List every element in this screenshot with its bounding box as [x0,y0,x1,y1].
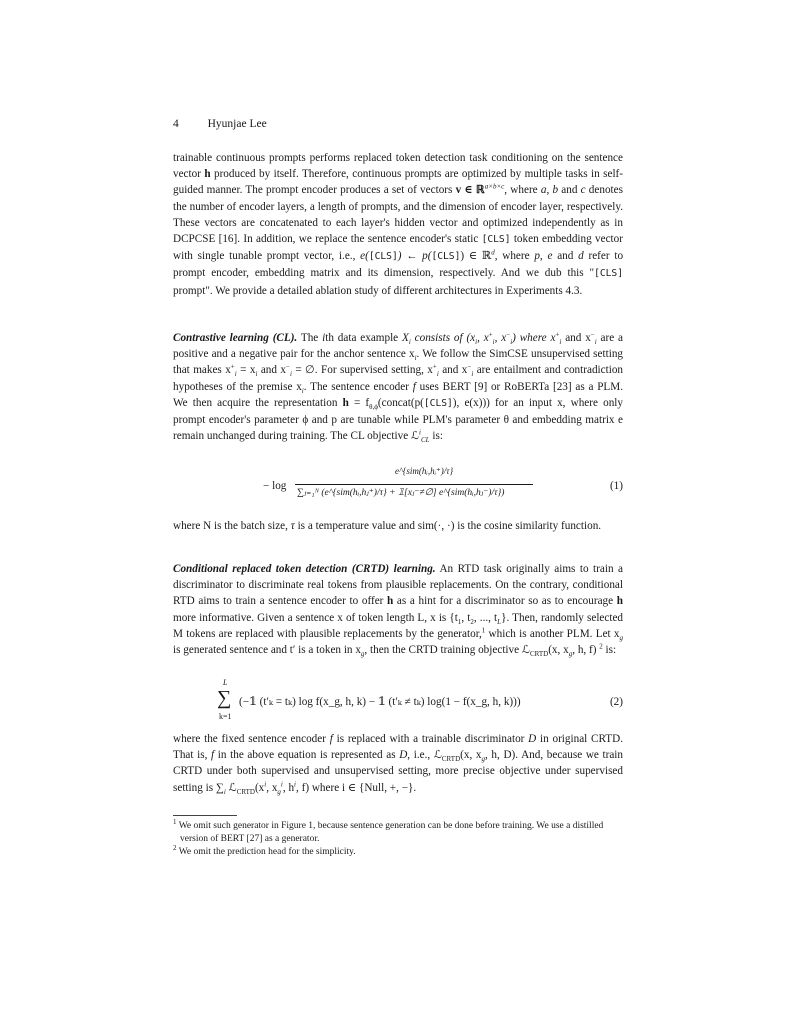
eq1-neglog: − log [263,480,287,492]
equation-2 [173,678,623,726]
paragraph-prompt-encoder: trainable continuous prompts performs replaced token detection task conditioning on the sentence vector h produced by itself. Therefore, continuous prompts are optimized by multiple tasks in self-guided manner. The prompt encoder produces a set of vectors v ∈ ℝ$^{a\times b\times c}$, where a, b and c denotes the number of encoder layers, a length of prompts, and the dimension of encoder layer, respectively. These vectors are concatenated to each layer's hidden vector and optimized independently as in DCPCSE [16]. In addition, we replace the sentence encoder's static [CLS] token embedding vector with single tunable prompt vector, i.e., e([CLS]) ← p([CLS]) ∈ ℝ$^d$, where p, e and d refer to prompt encoder, embedding matrix and its dimension, respectively. And we dub this "[CLS] prompt". We provide a detailed ablation study of different architectures in Experiments 4.3. [173,152,624,297]
paragraph-crtd: Conditional replaced token detection (CRTD) learning. An RTD task originally aims to train a discriminator to discriminate real tokens from plausible replacements. On the contrary, conditional RTD aims to train a sentence encoder to offer h as a hint for a discriminator so as to encourage h more informative. Given a sentence x of token length L, x is {$t_1$, $t_2$, ..., $t_L$}. Then, randomly selected M tokens are replaced with plausible replacements by the generator,$^1$ which is another PLM. Let $x_g$ is generated sentence and t′ is a token in $x_g$, then the CRTD training objective ℒ$_{CRTD}$(x, $x_g$, h, f) $^2$ is: [173,563,624,659]
eq2-sum-lower: k=1 [219,712,232,721]
running-author: Hyunjae Lee [207,118,267,130]
eq2-expression: (−𝟙 (t′ₖ = tₖ) log f(x_g, h, k) − 𝟙 (t′ₖ ≠ tₖ) log(1 − f(x_g, h, k))) [239,696,521,708]
page-number: 4 [173,118,179,130]
section-heading-cl: Contrastive learning (CL). [173,332,298,344]
page-header [173,118,267,130]
eq1-numerator: e^{sim(hᵢ,hᵢ⁺)/τ} [395,466,454,476]
equation-1 [173,466,623,510]
eq2-sum-upper: L [223,678,228,687]
eq2-sum-sign: ∑ [217,687,232,709]
equation-2-body [217,678,577,726]
eq1-denominator: ∑ⱼ₌₁ᴺ (e^{sim(hᵢ,hⱼ⁺)/τ} + 𝟙[xⱼ⁻≠∅] e^{sim(hᵢ,hⱼ⁻)/τ}) [297,488,505,498]
paragraph-eq1-explanation: where N is the batch size, τ is a temperature value and sim(·, ·) is the cosine similarity function. [173,520,602,532]
footnote-2: $^2$ We omit the prediction head for the simplicity. [173,843,356,857]
section-heading-crtd: Conditional replaced token detection (CRTD) learning. [173,563,436,575]
equation-1-body [263,466,543,510]
equation-number-1: (1) [609,480,623,492]
footnote-1: $^1$ We omit such generator in Figure 1, because sentence generation can be done before training. We use a distilled version of BERT [27] as a generator. [173,817,604,844]
paragraph-contrastive-learning: Contrastive learning (CL). The ith data example $X_i$ consists of ($x_i$, $x^+_i$, $x^-_i$) where $x^+_i$ and $x^-_i$ are a positive and a negative pair for the anchor sentence $x_i$. We follow the SimCSE unsupervised setting that makes $x^+_i = x_i$ and $x^-_i$ = ∅. For supervised setting, $x^+_i$ and $x^-_i$ are entailment and contradiction hypotheses of the premise $x_i$. The sentence encoder f uses BERT [9] or RoBERTa [23] as a PLM. We then acquire the representation $h = f_{\theta,\phi}(concat(p([CLS])$, e(x))) for an input x, where only prompt encoder's parameter ϕ and p are tunable while PLM's parameter θ and embedding matrix e remain unchanged during training. The CL objective ℒ$^i_{CL}$ is: [173,330,624,445]
paragraph-crtd-discriminator: where the fixed sentence encoder f is replaced with a trainable discriminator D in original CRTD. That is, f in the above equation is represented as D, i.e., ℒ$_{CRTD}$(x, $x_g$, h, D). And, because we train CRTD under both supervised and unsupervised setting, more precise objective under supervised setting is $\sum_i$ $ℒ_{CRTD}(x^i$, $x_g^i$, $h^i$, f) where i ∈ {Null, +, −}. [173,733,624,796]
footnote-rule [173,815,237,816]
footnotes [173,817,623,859]
eq1-fraction-bar [295,484,533,485]
equation-number-2: (2) [609,696,623,708]
